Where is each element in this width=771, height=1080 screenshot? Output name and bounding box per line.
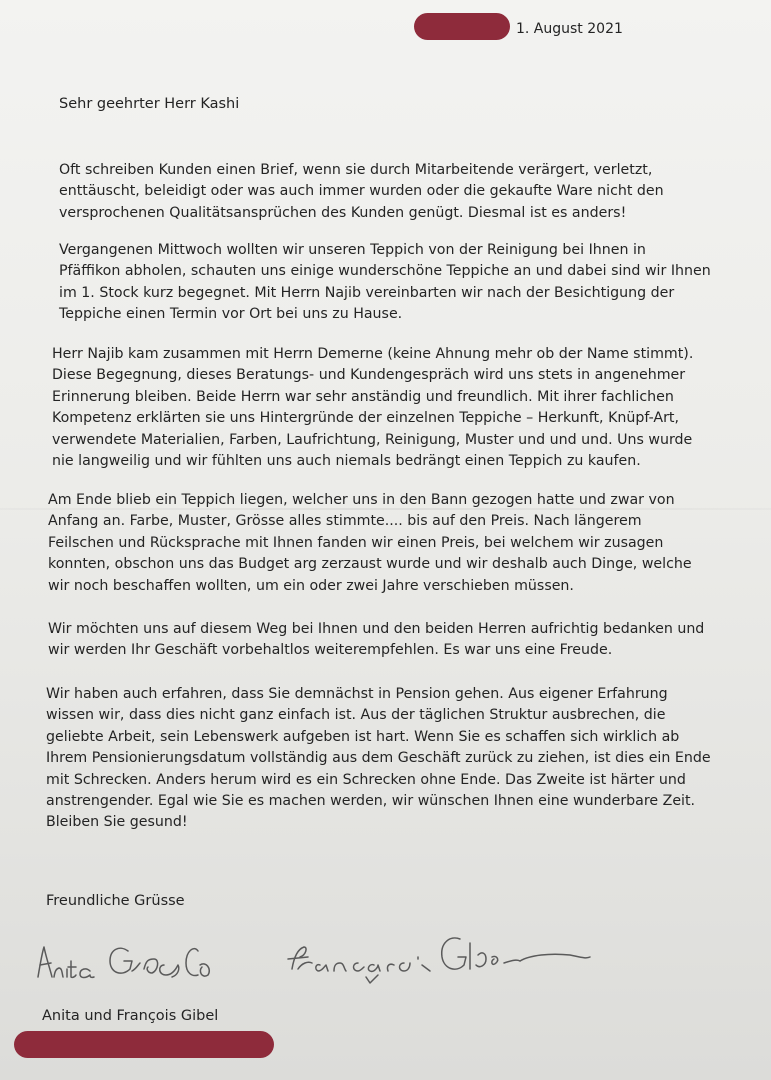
paragraph-line: Oft schreiben Kunden einen Brief, wenn sie durch Mitarbeitende verärgert, verletzt,	[59, 162, 653, 178]
paragraph-line: wir werden Ihr Geschäft vorbehaltlos weiterempfehlen. Es war uns eine Freude.	[48, 642, 613, 659]
body-paragraph-1	[59, 160, 759, 224]
paragraph-line: wissen wir, dass dies nicht ganz einfach ist. Aus der täglichen Struktur ausbrechen, die	[46, 707, 666, 724]
body-paragraph-6	[46, 684, 746, 834]
paragraph-line: Bleiben Sie gesund!	[46, 814, 188, 831]
handwritten-signature	[30, 925, 600, 999]
body-paragraph-4	[48, 490, 748, 597]
paragraph-line: im 1. Stock kurz begegnet. Mit Herrn Najib vereinbarten wir nach der Besichtigung der	[59, 284, 675, 301]
paragraph-line: Feilschen und Rücksprache mit Ihnen fanden wir einen Preis, bei welchem wir zusagen	[48, 534, 664, 551]
body-paragraph-2	[59, 240, 759, 326]
paragraph-line: anstrengender. Egal wie Sie es machen werden, wir wünschen Ihnen eine wunderbare Zeit.	[46, 793, 696, 810]
signatories-names: Anita und François Gibel	[42, 1008, 219, 1024]
paragraph-line: Teppiche einen Termin vor Ort bei uns zu Hause.	[59, 306, 403, 323]
paragraph-line: enttäuscht, beleidigt oder was auch immer wurden oder die gekaufte Ware nicht den	[59, 183, 664, 200]
paragraph-line: Erinnerung bleiben. Beide Herrn war sehr anständig und freundlich. Mit ihrer fachlichen	[52, 388, 674, 405]
body-paragraph-3	[52, 344, 752, 472]
paragraph-line: nie langweilig und wir fühlten uns auch niemals bedrängt einen Teppich zu kaufen.	[52, 453, 641, 470]
letter-date: 1. August 2021	[516, 21, 623, 37]
signature-image	[30, 925, 600, 995]
paragraph-line: Vergangenen Mittwoch wollten wir unseren Teppich von der Reinigung bei Ihnen in	[59, 242, 646, 258]
closing-greeting: Freundliche Grüsse	[46, 893, 185, 909]
paragraph-line: verwendete Materialien, Farben, Laufrichtung, Reinigung, Muster und und und. Uns wurde	[52, 431, 693, 448]
paragraph-line: konnten, obschon uns das Budget arg zerzaust wurde und wir deshalb auch Dinge, welche	[48, 556, 692, 573]
paragraph-line: mit Schrecken. Anders herum wird es ein Schrecken ohne Ende. Das Zweite ist härter und	[46, 771, 686, 788]
redacted-address	[14, 1031, 274, 1058]
salutation: Sehr geehrter Herr Kashi	[59, 96, 240, 112]
paragraph-line: Herr Najib kam zusammen mit Herrn Demerne (keine Ahnung mehr ob der Name stimmt).	[52, 346, 694, 362]
paragraph-line: geliebte Arbeit, sein Lebenswerk aufgeben ist hart. Wenn Sie es schaffen sich wirklich ab	[46, 728, 680, 745]
paragraph-line: Pfäffikon abholen, schauten uns einige wunderschöne Teppiche an und dabei sind wir Ihnen	[59, 263, 711, 280]
paragraph-line: Ihrem Pensionierungsdatum vollständig aus dem Geschäft zurück zu ziehen, ist dies ein Ende	[46, 750, 711, 767]
redacted-sender-location	[414, 13, 510, 40]
paragraph-line: Am Ende blieb ein Teppich liegen, welcher uns in den Bann gezogen hatte und zwar von	[48, 492, 675, 508]
paragraph-line: Wir haben auch erfahren, dass Sie demnächst in Pension gehen. Aus eigener Erfahrung	[46, 686, 668, 702]
body-paragraph-5	[48, 619, 748, 662]
paragraph-line: Kompetenz erklärten sie uns Hintergründe der einzelnen Teppiche – Herkunft, Knüpf-Art,	[52, 410, 680, 427]
paragraph-line: versprochenen Qualitätsansprüchen des Kunden genügt. Diesmal ist es anders!	[59, 204, 627, 221]
paragraph-line: Wir möchten uns auf diesem Weg bei Ihnen und den beiden Herren aufrichtig bedanken und	[48, 621, 705, 637]
paragraph-line: wir noch beschaffen wollten, um ein oder zwei Jahre verschieben müssen.	[48, 577, 574, 594]
paragraph-line: Anfang an. Farbe, Muster, Grösse alles stimmte.... bis auf den Preis. Nach längerem	[48, 513, 642, 530]
paragraph-line: Diese Begegnung, dieses Beratungs- und Kundengespräch wird uns stets in angenehmer	[52, 367, 686, 384]
